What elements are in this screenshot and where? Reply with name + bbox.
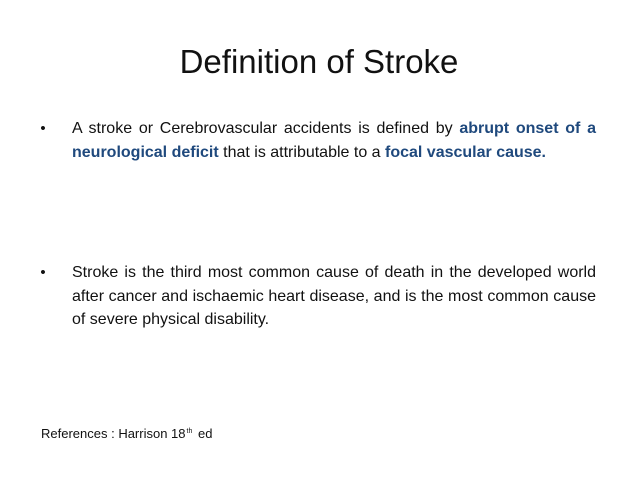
bullet-icon: •: [40, 120, 46, 137]
bullet-text: [72, 117, 596, 164]
reference-note: [41, 426, 212, 441]
reference-suffix: ed: [194, 426, 213, 441]
bullet-text-part: that is attributable to a: [218, 143, 386, 161]
reference-prefix: References : Harrison 18: [41, 426, 186, 441]
highlight-focal-vascular-cause: focal vascular cause.: [385, 143, 546, 161]
bullet-item-definition: [36, 117, 596, 164]
slide-title: Definition of Stroke: [179, 43, 459, 80]
highlight-abrupt-onset: abrupt onset of a neurological deficit: [72, 120, 596, 161]
reference-superscript: th: [186, 427, 193, 435]
bullet-text-part: A stroke or Cerebrovascular accidents is defined by: [72, 120, 460, 137]
bullet-text: Stroke is the third most common cause of death in the developed world after cancer and ischaemic heart disease, and is the most common cause of severe physical disability.: [72, 264, 596, 328]
bullet-icon: •: [40, 264, 46, 281]
bullet-item-epidemiology: [36, 261, 596, 332]
